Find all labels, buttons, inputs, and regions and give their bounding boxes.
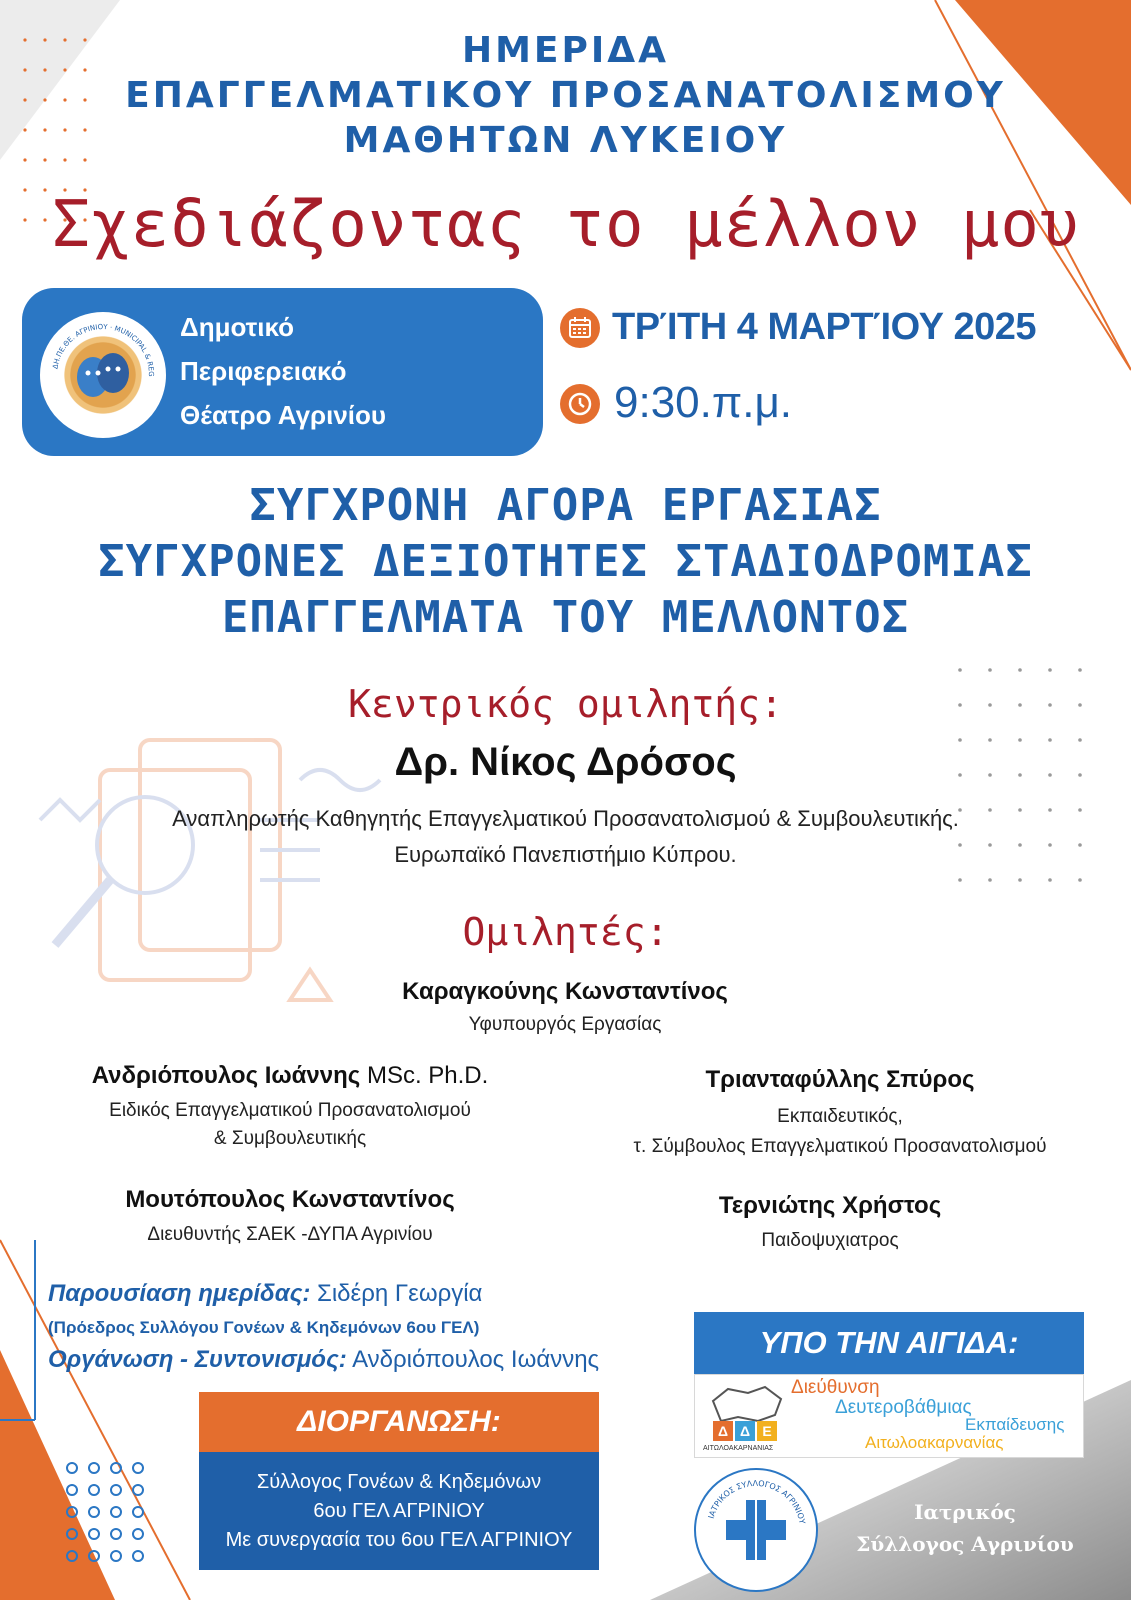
speaker-5 bbox=[600, 1192, 1060, 1252]
keynote-name: Δρ. Νίκος Δρόσος bbox=[394, 740, 737, 784]
dde-line1: Διεύθυνση bbox=[791, 1377, 880, 1398]
speaker-role: & Συμβουλευτικής bbox=[213, 1128, 367, 1149]
venue-line3: Θέατρο Αγρινίου bbox=[180, 400, 387, 430]
speaker-role: Υφυπουργός Εργασίας bbox=[468, 1014, 662, 1035]
organizer-line1: Σύλλογος Γονέων & Κηδεμόνων bbox=[256, 1470, 542, 1493]
keynote-heading: Κεντρικός ομιλητής: bbox=[348, 682, 783, 726]
speaker-name: Ανδριόπουλος Ιωάννης bbox=[91, 1062, 361, 1089]
dde-small-label: ΑΙΤΩΛΟΑΚΑΡΝΑΝΙΑΣ bbox=[703, 1445, 774, 1452]
dde-line3: Εκπαίδευσης bbox=[965, 1415, 1065, 1434]
coordination-line bbox=[48, 1346, 599, 1374]
presentation-note: (Πρόεδρος Συλλόγου Γονέων & Κηδεμόνων 6ου ΓΕΛ) bbox=[48, 1318, 480, 1337]
medical-logo-text: ΙΑΤΡΙΚΟΣ ΣΥΛΛΟΓΟΣ ΑΓΡΙΝΙΟΥ bbox=[706, 1478, 807, 1525]
keynote-role-line2: Ευρωπαϊκό Πανεπιστήμιο Κύπρου. bbox=[394, 842, 737, 867]
patronage-heading: ΥΠΟ ΤΗΝ ΑΙΓΙΔΑ: bbox=[694, 1312, 1084, 1374]
medical-association-name bbox=[850, 1500, 1080, 1556]
venue-line1: Δημοτικό bbox=[180, 312, 294, 342]
header-title-line1: ΗΜΕΡΙΔΑ bbox=[461, 30, 670, 71]
dde-badge: Δ Δ Ε bbox=[713, 1421, 777, 1441]
speaker-role: Παιδοψυχιατρος bbox=[761, 1230, 899, 1251]
keynote-role-line1: Αναπληρωτής Καθηγητής Επαγγελματικού Προσανατολισμού & Συμβουλευτικής. bbox=[172, 806, 959, 831]
presentation-value: Σιδέρη Γεωργία bbox=[310, 1280, 483, 1307]
venue-logo-text: ΔΗ.ΠΕ.ΘΕ. ΑΓΡΙΝΙΟΥ · MUNICIPAL & REG bbox=[51, 322, 156, 377]
medical-name-line1: Ιατρικός bbox=[914, 1500, 1016, 1524]
speaker-role: Εκπαιδευτικός, bbox=[777, 1106, 903, 1127]
speaker-role: τ. Σύμβουλος Επαγγελματικού Προσανατολισμού bbox=[633, 1136, 1047, 1157]
topic-3: ΕΠΑΓΓΕΛΜΑΤΑ ΤΟΥ ΜΕΛΛΟΝΤΟΣ bbox=[221, 592, 910, 643]
speaker-2 bbox=[20, 1062, 560, 1150]
calendar-icon bbox=[560, 308, 600, 348]
speaker-degree: MSc. Ph.D. bbox=[360, 1062, 489, 1089]
speaker-4 bbox=[40, 1186, 540, 1246]
header-title-line3: ΜΑΘΗΤΩΝ ΛΥΚΕΙΟΥ bbox=[343, 120, 788, 161]
dde-line4: Αιτωλοακαρνανίας bbox=[865, 1433, 1004, 1452]
medical-association-logo bbox=[694, 1468, 818, 1592]
speaker-name: Τριανταφύλλης Σπύρος bbox=[705, 1066, 975, 1093]
medical-name-line2: Σύλλογος Αγρινίου bbox=[856, 1532, 1074, 1556]
clock-icon bbox=[560, 384, 600, 424]
coordination-value: Ανδριόπουλος Ιωάννης bbox=[346, 1346, 600, 1373]
tagline: Σχεδιάζοντας το μέλλον μου bbox=[51, 188, 1080, 262]
theatre-masks-icon bbox=[40, 312, 166, 438]
presentation-line bbox=[48, 1280, 482, 1308]
organizer-line2: 6ου ΓΕΛ ΑΓΡΙΝΙΟΥ bbox=[313, 1499, 485, 1522]
topic-1: ΣΥΓΧΡΟΝΗ ΑΓΟΡΑ ΕΡΓΑΣΙΑΣ bbox=[249, 480, 882, 531]
organizer-line3: Με συνεργασία του 6ου ΓΕΛ ΑΓΡΙΝΙΟΥ bbox=[225, 1528, 573, 1551]
speaker-1 bbox=[265, 978, 865, 1036]
speakers-heading: Ομιλητές: bbox=[462, 910, 669, 954]
organizer-box bbox=[199, 1452, 599, 1570]
speaker-role: Ειδικός Επαγγελματικού Προσανατολισμού bbox=[109, 1100, 471, 1121]
venue-line2: Περιφερειακό bbox=[180, 356, 347, 386]
speaker-name: Καραγκούνης Κωνσταντίνος bbox=[402, 978, 728, 1005]
presentation-label: Παρουσίαση ημερίδας: bbox=[48, 1280, 311, 1307]
speaker-role: Διευθυντής ΣΑΕΚ -ΔΥΠΑ Αγρινίου bbox=[147, 1224, 433, 1245]
event-date: ΤΡΊΤΗ 4 ΜΑΡΤΊΟΥ 2025 bbox=[612, 306, 1037, 348]
header-title-line2: ΕΠΑΓΓΕΛΜΑΤΙΚΟΥ ΠΡΟΣΑΝΑΤΟΛΙΣΜΟΥ bbox=[125, 75, 1006, 116]
coordination-label: Οργάνωση - Συντονισμός: bbox=[48, 1346, 347, 1373]
speaker-name: Τερνιώτης Χρήστος bbox=[718, 1192, 942, 1219]
speaker-3 bbox=[560, 1066, 1120, 1158]
event-time: 9:30.π.μ. bbox=[614, 378, 793, 427]
dde-logo bbox=[694, 1374, 1084, 1458]
topic-2: ΣΥΓΧΡΟΝΕΣ ΔΕΞΙΟΤΗΤΕΣ ΣΤΑΔΙΟΔΡΟΜΙΑΣ bbox=[98, 536, 1033, 587]
organizer-heading: ΔΙΟΡΓΑΝΩΣΗ: bbox=[199, 1392, 599, 1452]
speaker-name: Μουτόπουλος Κωνσταντίνος bbox=[125, 1186, 455, 1213]
dde-line2: Δευτεροβάθμιας bbox=[835, 1397, 972, 1418]
